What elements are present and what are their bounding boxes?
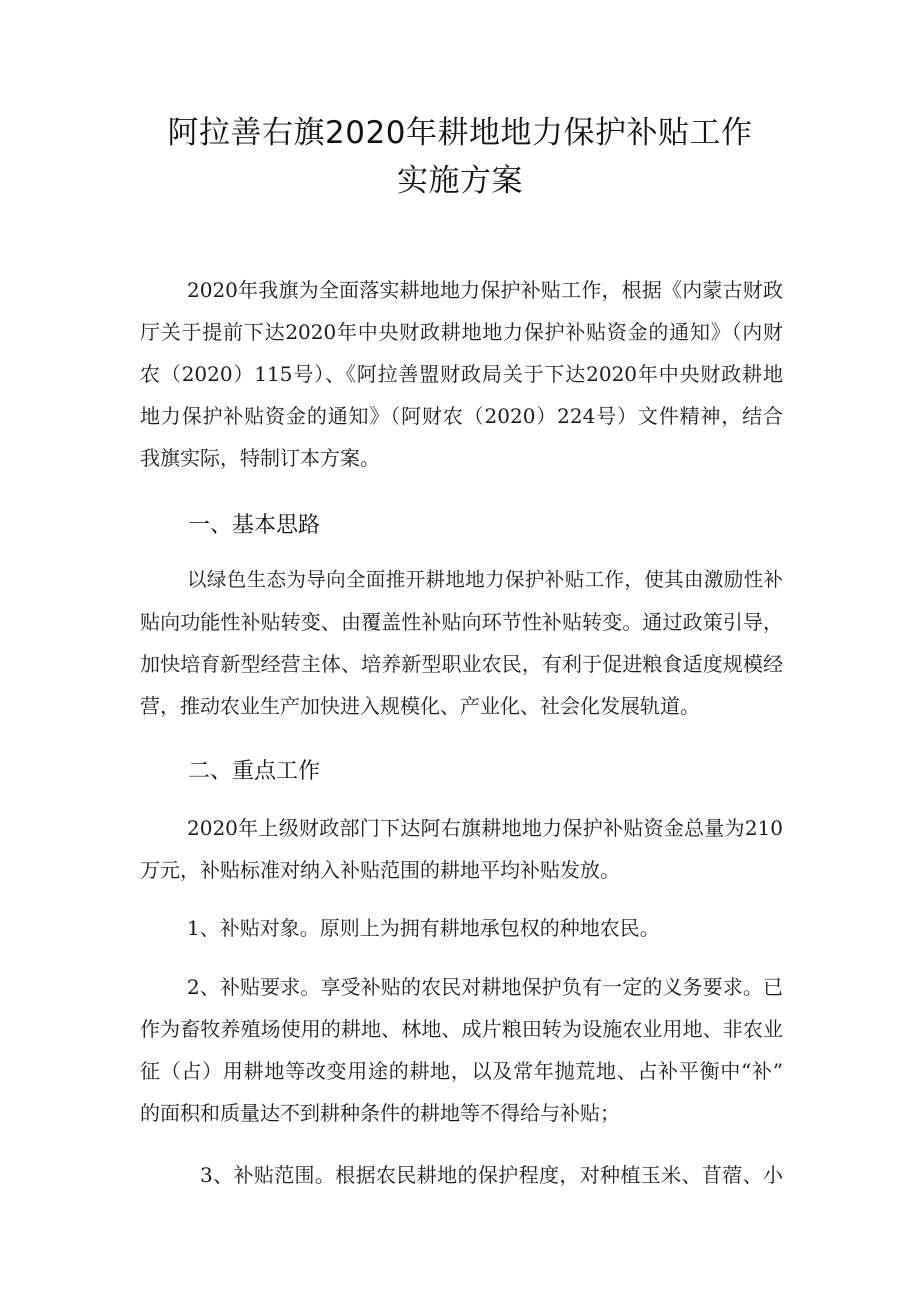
intro-line-5: 我旗实际，特制订本方案。 — [140, 446, 380, 470]
item-2-line-2: 作为畜牧养殖场使用的耕地、林地、成片粮田转为设施农业用地、非农业 — [140, 1017, 783, 1041]
intro-line-2: 厅关于提前下达2020年中央财政耕地地力保护补贴资金的通知》（内财 — [140, 320, 783, 344]
item-3-line-1: 3、补贴范围。根据农民耕地的保护程度，对种植玉米、苜蓿、小 — [200, 1163, 783, 1187]
item-2-line-3: 征（占）用耕地等改变用途的耕地，以及常年抛荒地、占补平衡中“补” — [140, 1059, 783, 1083]
intro-line-3: 农（2020）115号）、《阿拉善盟财政局关于下达2020年中央财政耕地 — [140, 362, 783, 386]
section-1-line-2: 贴向功能性补贴转变、由覆盖性补贴向环节性补贴转变。通过政策引导， — [140, 610, 783, 634]
document-title-line-1: 阿拉善右旗2020年耕地地力保护补贴工作 — [167, 115, 753, 151]
section-2-para-1-line-2: 万元，补贴标准对纳入补贴范围的耕地平均补贴发放。 — [140, 858, 620, 882]
section-1-line-4: 营，推动农业生产加快进入规模化、产业化、社会化发展轨道。 — [140, 694, 700, 718]
document-title-line-2: 实施方案 — [397, 163, 523, 199]
item-2-line-4: 的面积和质量达不到耕种条件的耕地等不得给与补贴； — [140, 1101, 620, 1125]
section-1-heading: 一、基本思路 — [188, 513, 321, 538]
section-1-line-3: 加快培育新型经营主体、培养新型职业农民，有利于促进粮食适度规模经 — [140, 652, 783, 676]
item-1-line: 1、补贴对象。原则上为拥有耕地承包权的种地农民。 — [187, 916, 660, 940]
section-2-heading: 二、重点工作 — [188, 759, 321, 784]
section-2-para-1-line-1: 2020年上级财政部门下达阿右旗耕地地力保护补贴资金总量为210 — [187, 816, 783, 840]
section-1-line-1: 以绿色生态为导向全面推开耕地地力保护补贴工作，使其由激励性补 — [187, 568, 783, 591]
item-2-line-1: 2、补贴要求。享受补贴的农民对耕地保护负有一定的义务要求。已 — [187, 975, 783, 999]
intro-line-1: 2020年我旗为全面落实耕地地力保护补贴工作，根据《内蒙古财政 — [187, 278, 783, 302]
intro-line-4: 地力保护补贴资金的通知》（阿财农（2020）224号）文件精神，结合 — [140, 404, 783, 428]
